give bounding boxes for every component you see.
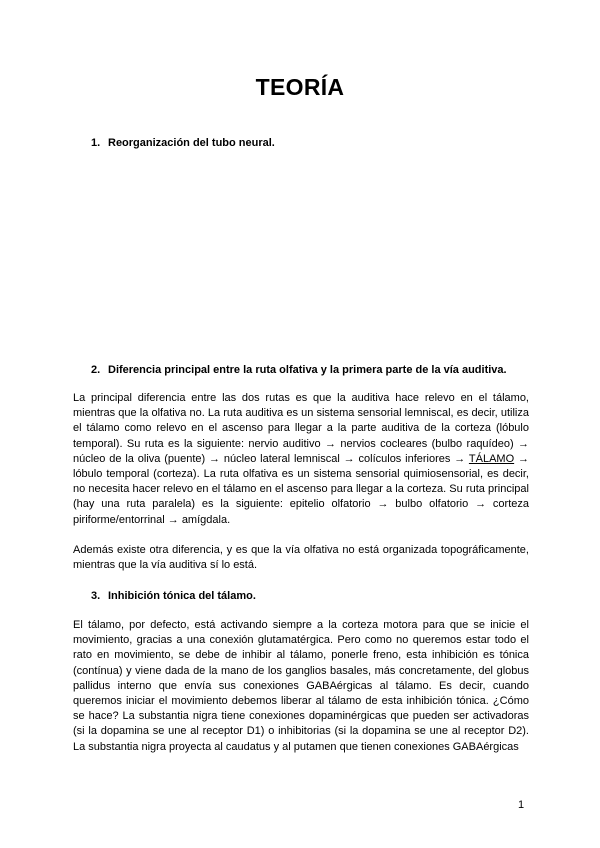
paragraph-text: Además existe otra diferencia, y es que la vía olfativa no está organizada topográficamente, mientras que la vía auditiva sí lo está. (73, 544, 529, 572)
paragraph-text: La principal diferencia entre las dos rutas es que la auditiva hace relevo en el tálamo, mientras que la olfativa no. La ruta auditiva es un sistema sensorial lemniscal, es decir, utiliza el tálamo como relevo en el ascenso para llegar a la parte auditiva de la corteza (lóbulo temporal). Su ruta es la siguiente: nervio auditivo → nervios cocleares (bulbo raquídeo) → núcleo de la oliva (puente) → núcleo lateral lemniscal → colículos inferiores → (73, 392, 529, 465)
paragraph-thalamus-inhibition (73, 618, 529, 755)
section-number: 2. (91, 364, 101, 376)
underlined-term: TÁLAMO (468, 452, 515, 465)
section-heading-1 (91, 137, 275, 149)
document-title: TEORÍA (255, 74, 345, 100)
section-heading-3 (91, 590, 256, 602)
section-heading-text: Inhibición tónica del tálamo. (108, 590, 256, 602)
paragraph-text: → lóbulo temporal (corteza). La ruta olfativa es un sistema sensorial quimiosensorial, es decir, no necesita hacer relevo en el tálamo en el ascenso para llegar a la corteza. Su ruta principal (hay una ruta paralela) es la siguiente: epitelio olfatorio → bulbo olfatorio → corteza piriforme/entorrinal → amígdala. (73, 452, 529, 526)
section-heading-text: Diferencia principal entre la ruta olfativa y la primera parte de la vía auditiva. (108, 364, 507, 376)
section-number: 3. (91, 590, 101, 602)
paragraph-topographic (73, 543, 529, 573)
paragraph-text: El tálamo, por defecto, está activando siempre a la corteza motora para que se inicie el movimiento, gracias a una conexión glutamatérgica. Pero como no queremos estar todo el rato en movimiento, se debe de inhibir al tálamo, ponerle freno, esta inhibición es tónica (contínua) y viene dada de la mano de los ganglios basales, más concretamente, del globus pallidus interno que envía sus conexiones GABAérgicas al tálamo. Es decir, cuando queremos iniciar el movimiento debemos liberar al tálamo de esta inhibición tónica. ¿Cómo se hace? La substantia nigra tiene conexiones dopaminérgicas que pueden ser activadoras (si la dopamina se une al receptor D1) o inhibitorias (si la dopamina se une al receptor D2). La substantia nigra proyecta al caudatus y al putamen que tienen conexiones GABAérgicas (73, 619, 529, 753)
page-number: 1 (518, 799, 525, 811)
paragraph-auditory-olfactory (73, 391, 529, 528)
section-number: 1. (91, 137, 101, 149)
section-heading-2 (91, 364, 507, 376)
section-heading-text: Reorganización del tubo neural. (108, 137, 275, 149)
